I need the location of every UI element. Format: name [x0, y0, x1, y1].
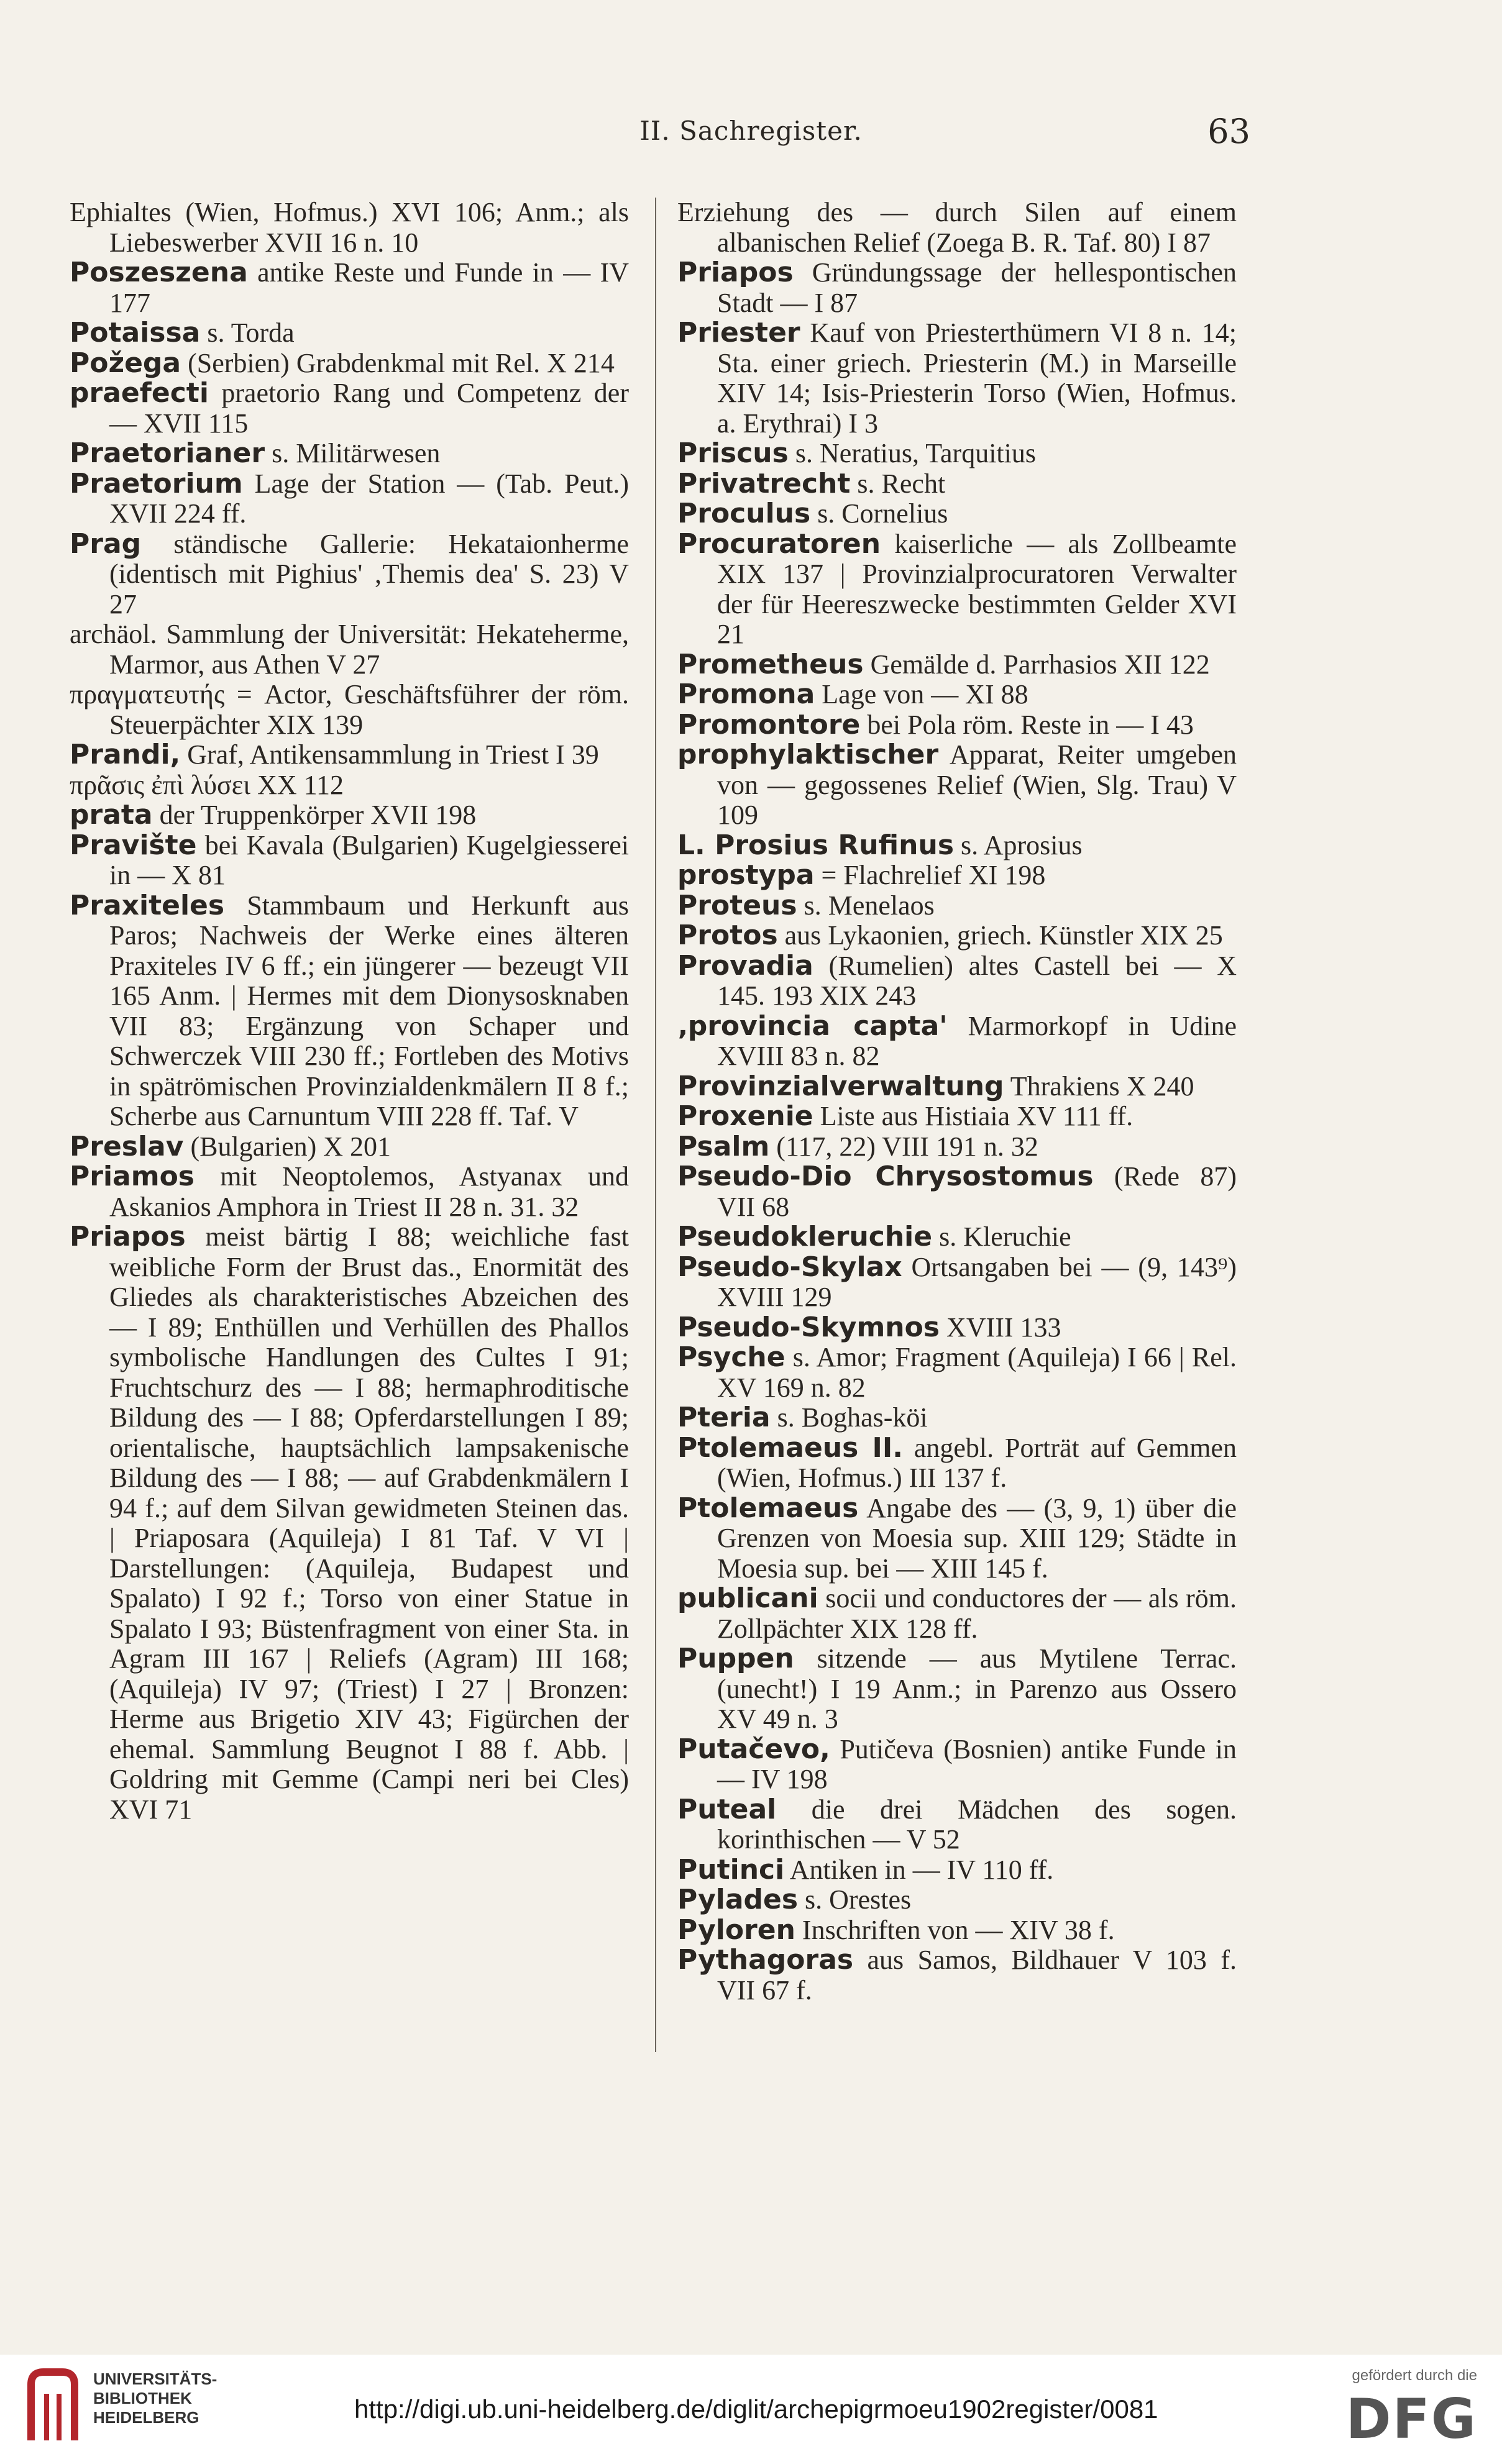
index-entry: [70, 740, 629, 770]
entry-headword: Puteal: [677, 1793, 777, 1825]
entry-headword: Psalm: [677, 1130, 770, 1162]
index-entry: [677, 1072, 1237, 1102]
footer-bar: [0, 2355, 1502, 2464]
entry-headword: Pylades: [677, 1884, 799, 1915]
library-name-line2: BIBLIOTHEK: [93, 2389, 192, 2407]
index-entry: [677, 1644, 1237, 1735]
index-entry: [677, 1162, 1237, 1222]
index-entry: [677, 1915, 1237, 1946]
index-entry: [677, 1494, 1237, 1584]
entry-text: s. Orestes: [798, 1884, 912, 1915]
entry-headword: Pseudo-Skymnos: [677, 1311, 940, 1343]
entry-headword: Prandi,: [70, 739, 181, 770]
entry-text: s. Aprosius: [954, 829, 1083, 860]
index-entry: [70, 258, 629, 318]
entry-text: die drei Mädchen des sogen. korinthischen — V 52: [717, 1794, 1237, 1855]
entry-text: praetorio Rang und Competenz der — XVII 115: [109, 378, 629, 439]
entry-headword: Ptolemaeus: [677, 1492, 859, 1524]
right-column: [677, 198, 1237, 2005]
entry-text: (Rede 87) VII 68: [717, 1161, 1237, 1222]
entry-headword: Putinci: [677, 1853, 785, 1886]
entry-headword: Privatrecht: [677, 467, 851, 500]
library-name: [93, 2370, 217, 2427]
entry-headword: prophylaktischer: [677, 739, 939, 770]
entry-text: πρᾶσις ἐπὶ λύσει XX 112: [70, 769, 344, 800]
index-entry: [677, 680, 1237, 710]
index-entry: [677, 891, 1237, 921]
entry-text: s. Recht: [850, 468, 946, 499]
entry-headword: prostypa: [677, 859, 815, 891]
index-entry: [677, 1102, 1237, 1132]
index-entry: [677, 469, 1237, 500]
index-entry: [70, 198, 629, 258]
entry-text: s. Menelaos: [797, 890, 935, 921]
entry-text: Lage von — XI 88: [815, 679, 1028, 710]
index-entry: [677, 439, 1237, 469]
page-number: 63: [1207, 112, 1250, 151]
entry-text: (117, 22) VIII 191 n. 32: [769, 1131, 1038, 1162]
index-entry: [677, 529, 1237, 650]
entry-headword: Potaissa: [70, 317, 201, 349]
library-name-line1: UNIVERSITÄTS-: [93, 2370, 218, 2388]
entry-headword: Pravište: [70, 829, 197, 861]
entry-headword: Praxiteles: [70, 889, 225, 921]
entry-headword: Preslav: [70, 1130, 184, 1162]
entry-text: Gemälde d. Parrhasios XII 122: [863, 649, 1210, 680]
index-entry: [677, 499, 1237, 529]
column-divider: [655, 198, 656, 2052]
index-entry: [70, 439, 629, 469]
index-entry: [677, 1735, 1237, 1795]
entry-text: = Flachrelief XI 198: [814, 860, 1046, 890]
entry-headword: Priamos: [70, 1161, 195, 1192]
index-entry: [677, 1885, 1237, 1915]
index-entry: [70, 619, 629, 680]
entry-headword: Priapos: [677, 257, 794, 288]
entry-text: s. Torda: [200, 317, 295, 348]
entry-text: Angabe des — (3, 9, 1) über die Grenzen von Moesia sup. XIII 129; Städte in Moesia sup. bei — XIII 145 f.: [717, 1492, 1237, 1584]
library-name-line3: HEIDELBERG: [93, 2408, 199, 2427]
entry-text: bei Kavala (Bulgarien) Kugelgiesserei in — X 81: [109, 829, 629, 890]
entry-text: archäol. Sammlung der Universität: Hekateherme, Marmor, aus Athen V 27: [70, 619, 629, 680]
entry-text: s. Kleruchie: [932, 1221, 1071, 1252]
index-entry: [70, 349, 629, 379]
index-entry: [70, 800, 629, 831]
entry-text: (Bulgarien) X 201: [183, 1131, 392, 1162]
index-entry: [70, 680, 629, 740]
entry-headword: Protos: [677, 919, 778, 951]
entry-text: Stammbaum und Herkunft aus Paros; Nachweis der Werke eines älteren Praxiteles IV 6 ff.; ein jüngerer — bezeugt VII 165 Anm. | Hermes mit dem Dionysosknaben VII 83; Ergänzung von Schaper und Schwerczek VIII 230 ff.; Fortleben des Motivs in spätrömischen Provinzialdenkmälern II 8 f.; Scherbe aus Carnuntum VIII 228 ff. Taf. V: [109, 890, 629, 1131]
entry-headword: Puppen: [677, 1643, 794, 1674]
entry-text: Ephialtes (Wien, Hofmus.) XVI 106; Anm.; als Liebeswerber XVII 16 n. 10: [70, 197, 629, 258]
entry-headword: Procuratoren: [677, 527, 881, 560]
index-entry: [677, 921, 1237, 951]
index-entry: [677, 1313, 1237, 1343]
entry-text: Marmorkopf in Udine XVIII 83 n. 82: [717, 1010, 1237, 1071]
entry-headword: Požega: [70, 347, 181, 379]
index-entry: [677, 1433, 1237, 1494]
entry-text: angebl. Porträt auf Gemmen (Wien, Hofmus.) III 137 f.: [717, 1432, 1237, 1493]
entry-headword: Praetorianer: [70, 437, 265, 469]
index-entry: [677, 1132, 1237, 1162]
entry-headword: Pseudo-Dio Chrysostomus: [677, 1161, 1094, 1192]
entry-headword: praefecti: [70, 377, 209, 409]
entry-headword: ‚provincia capta': [677, 1010, 948, 1042]
entry-text: Inschriften von — XIV 38 f.: [795, 1914, 1115, 1945]
entry-text: Putičeva (Bosnien) antike Funde in — IV 198: [717, 1733, 1237, 1794]
entry-headword: L. Prosius Rufinus: [677, 829, 955, 861]
index-entry: [677, 1403, 1237, 1433]
index-entry: [677, 951, 1237, 1011]
index-entry: [677, 198, 1237, 258]
entry-text: bei Pola röm. Reste in — I 43: [860, 709, 1194, 740]
entry-headword: Proxenie: [677, 1100, 813, 1132]
entry-text: Gründungssage der hellespontischen Stadt — I 87: [717, 257, 1237, 318]
index-entry: [70, 378, 629, 439]
index-entry: [677, 1343, 1237, 1403]
index-entry: [677, 740, 1237, 831]
entry-headword: Praetorium: [70, 467, 243, 500]
entry-text: antike Reste und Funde in — IV 177: [109, 257, 629, 318]
index-entry: [677, 860, 1237, 891]
index-entry: [677, 710, 1237, 741]
entry-text: Apparat, Reiter umgeben von — gegossenes Relief (Wien, Slg. Trau) V 109: [717, 739, 1237, 830]
entry-text: (Rumelien) altes Castell bei — X 145. 193 XIX 243: [717, 950, 1237, 1011]
entry-headword: Pseudo-Skylax: [677, 1251, 902, 1283]
entry-headword: Pythagoras: [677, 1944, 854, 1976]
entry-headword: Poszeszena: [70, 257, 248, 288]
entry-headword: Psyche: [677, 1341, 785, 1373]
index-entry: [70, 1132, 629, 1162]
entry-headword: Prag: [70, 527, 142, 560]
index-entry: [677, 831, 1237, 861]
entry-text: Ortsangaben bei — (9, 143⁹) XVIII 129: [717, 1251, 1237, 1312]
entry-headword: Proteus: [677, 889, 797, 921]
index-entry: [70, 770, 629, 801]
index-entry: [677, 1253, 1237, 1313]
entry-text: XVIII 133: [940, 1312, 1061, 1343]
entry-headword: Priscus: [677, 437, 789, 469]
entry-headword: Proculus: [677, 498, 811, 529]
entry-text: Liste aus Histiaia XV 111 ff.: [813, 1101, 1133, 1131]
index-entry: [70, 1222, 629, 1825]
entry-text: πραγματευτής = Actor, Geschäftsführer der röm. Steuerpächter XIX 139: [70, 679, 629, 740]
entry-headword: Ptolemaeus II.: [677, 1431, 903, 1464]
entry-text: sitzende — aus Mytilene Terrac. (unecht!) I 19 Anm.; in Parenzo aus Ossero XV 49 n. 3: [717, 1643, 1237, 1734]
index-entry: [677, 318, 1237, 439]
index-entry: [70, 891, 629, 1132]
entry-text: Lage der Station — (Tab. Peut.) XVII 224 ff.: [109, 468, 629, 529]
entry-text: Kauf von Priesterthümern VI 8 n. 14; Sta. einer griech. Priesterin (M.) in Marseille XIV 14; Isis-Priesterin Torso (Wien, Hofmus. a. Erythrai) I 3: [717, 317, 1237, 439]
entry-text: mit Neoptolemos, Astyanax und Askanios Amphora in Triest II 28 n. 31. 32: [109, 1161, 629, 1222]
entry-headword: prata: [70, 799, 153, 831]
dfg-logo-icon: DFG: [1345, 2387, 1477, 2451]
entry-text: (Serbien) Grabdenkmal mit Rel. X 214: [181, 347, 615, 378]
entry-headword: Putačevo,: [677, 1733, 830, 1765]
index-entry: [70, 529, 629, 620]
index-entry: [677, 258, 1237, 318]
entry-headword: Promontore: [677, 708, 861, 741]
entry-text: s. Cornelius: [810, 498, 948, 529]
entry-text: Erziehung des — durch Silen auf einem albanischen Relief (Zoega B. R. Taf. 80) I 87: [677, 197, 1237, 258]
entry-text: socii und conductores der — als röm. Zollpächter XIX 128 ff.: [717, 1583, 1237, 1644]
entry-text: Graf, Antikensammlung in Triest I 39: [180, 739, 599, 770]
entry-headword: Pyloren: [677, 1914, 795, 1946]
entry-headword: Promona: [677, 678, 815, 710]
entry-text: s. Amor; Fragment (Aquileja) I 66 | Rel. XV 169 n. 82: [717, 1342, 1237, 1403]
entry-headword: Provinzialverwaltung: [677, 1070, 1004, 1102]
entry-text: kaiserliche — als Zollbeamte XIX 137 | Provinzialprocuratoren Verwalter der für Heereszwecke bestimmten Gelder XVI 21: [717, 528, 1237, 649]
index-entry: [70, 469, 629, 529]
entry-text: s. Militärwesen: [265, 438, 441, 468]
source-url-link[interactable]: http://digi.ub.uni-heidelberg.de/diglit/archepigrmoeu1902register/0081: [354, 2394, 1158, 2424]
entry-headword: Prometheus: [677, 648, 864, 680]
index-entry: [70, 831, 629, 891]
library-logo-icon: [19, 2360, 87, 2447]
running-title: II. Sachregister.: [639, 116, 863, 146]
entry-headword: Pseudokleruchie: [677, 1221, 933, 1253]
index-entry: [70, 318, 629, 349]
index-entry: [70, 1162, 629, 1222]
index-entry: [677, 1584, 1237, 1644]
index-entry: [677, 1222, 1237, 1253]
index-entry: [677, 1011, 1237, 1072]
left-column: [70, 198, 629, 1825]
entry-text: ständische Gallerie: Hekataionherme (identisch mit Pighius' ‚Themis dea' S. 23) V 27: [109, 528, 629, 619]
index-entry: [677, 650, 1237, 680]
entry-headword: Priester: [677, 317, 800, 349]
entry-headword: Pteria: [677, 1402, 771, 1433]
entry-text: s. Neratius, Tarquitius: [788, 438, 1036, 468]
entry-text: s. Boghas-köi: [770, 1402, 928, 1433]
entry-text: Antiken in — IV 110 ff.: [784, 1854, 1054, 1885]
entry-headword: Priapos: [70, 1221, 186, 1253]
entry-text: aus Samos, Bildhauer V 103 f. VII 67 f.: [717, 1945, 1237, 2005]
entry-text: aus Lykaonien, griech. Künstler XIX 25: [777, 920, 1223, 951]
entry-headword: publicani: [677, 1582, 818, 1614]
entry-headword: Provadia: [677, 949, 813, 982]
entry-text: Thrakiens X 240: [1004, 1070, 1194, 1102]
index-entry: [677, 1855, 1237, 1886]
entry-text: meist bärtig I 88; weichliche fast weibliche Form der Brust das., Enormität des Gliedes als charakteristisches Abzeichen des — I 89; Enthüllen und Verhüllen des Phallos symbolische Handlungen des Cultes I 91; Fruchtschurz des — I 88; hermaphroditische Bildung des — I 88; Opferdarstellungen I 89; orientalische, hauptsächlich lampsakenische Bildung des — I 88; — auf Grabdenkmälern I 94 f.; auf dem Silvan gewidmeten Steinen das. | Priaposara (Aquileja) I 81 Taf. V VI | Darstellungen: (Aquileja, Budapest und Spalato) I 92 f.; Torso von einer Statue in Spalato I 93; Büstenfragment von einer Sta. in Agram III 167 | Reliefs (Agram) III 168; (Aquileja) IV 97; (Triest) I 27 | Bronzen: Herme aus Brigetio XIV 43; Figürchen der ehemal. Sammlung Beugnot I 88 f. Abb. | Goldring mit Gemme (Campi neri bei Cles) XVI 71: [109, 1221, 629, 1825]
index-entry: [677, 1945, 1237, 2005]
entry-text: der Truppenkörper XVII 198: [152, 800, 477, 830]
index-entry: [677, 1795, 1237, 1855]
funder-caption: gefördert durch die: [1352, 2367, 1477, 2384]
